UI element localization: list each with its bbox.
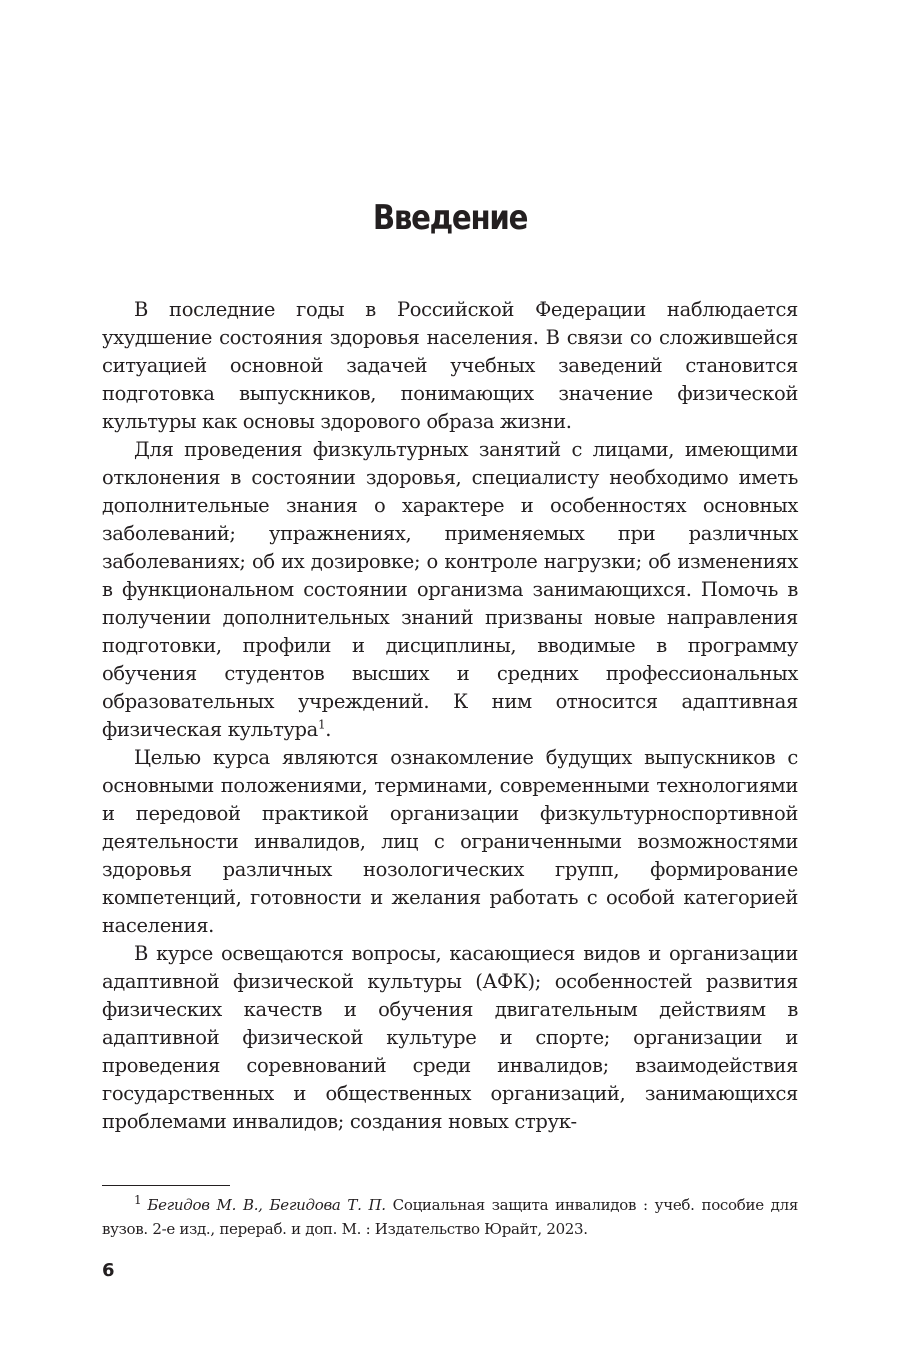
paragraph-tail: . bbox=[325, 718, 332, 741]
footnote-reference[interactable]: 1 bbox=[317, 717, 326, 732]
page-number: 6 bbox=[102, 1260, 115, 1281]
paragraph bbox=[102, 744, 798, 940]
paragraph bbox=[102, 296, 798, 436]
page-title: Введение bbox=[372, 198, 528, 238]
footnote-authors: Бегидов М. В., Бегидова Т. П. bbox=[147, 1196, 386, 1214]
paragraph-text: В последние годы в Российской Федерации наблюдается ухудшение состояния здоровья населения. В связи со сложившейся ситуацией основной задачей учебных заведений становится подготовка выпускников, понимающих значение физической культуры как основы здорового образа жизни. bbox=[102, 298, 798, 433]
paragraph-text: В курсе освещаются вопросы, касающиеся видов и организации адаптивной физической культуры (АФК); особенностей развития физических качеств и обучения двигательным действиям в адаптивной физической культуре и спорте; организации и проведения соревнований среди инвалидов; взаимодействия государственных и общественных организаций, занимающихся проблемами инвалидов; создания новых струк- bbox=[102, 942, 798, 1133]
paragraph-text: Целью курса являются ознакомление будущих выпускников с основными положениями, терминами, современными технологиями и передовой практикой организации физкультурноспортивной деятельности инвалидов, лиц с ограниченными возможностями здоровья различных нозологических групп, формирование компетенций, готовности и желания работать с особой категорией населения. bbox=[102, 746, 798, 937]
paragraph bbox=[102, 436, 798, 744]
paragraph-text: Для проведения физкультурных занятий с лицами, имеющими отклонения в состоянии здоровья, специалисту необходимо иметь дополнительные знания о характере и особенностях основных заболеваний; упражнениях, применяемых при различных заболеваниях; об их дозировке; о контроле нагрузки; об изменениях в функциональном состоянии организма занимающихся. Помочь в получении дополнительных знаний призваны новые направления подготовки, профили и дисциплины, вводимые в программу обучения студентов высших и средних профессиональных образовательных учреждений. К ним относится адаптивная физическая культура bbox=[102, 438, 798, 741]
paragraph bbox=[102, 940, 798, 1136]
footnote bbox=[102, 1193, 798, 1241]
footnote-divider bbox=[102, 1185, 230, 1186]
body-text bbox=[102, 296, 798, 1136]
footnote-text: Социальная защита инвалидов : учеб. пособие для вузов. 2-е изд., перераб. и доп. М. : Издательство Юрайт, 2023. bbox=[102, 1196, 799, 1238]
footnote-number: 1 bbox=[134, 1193, 142, 1207]
